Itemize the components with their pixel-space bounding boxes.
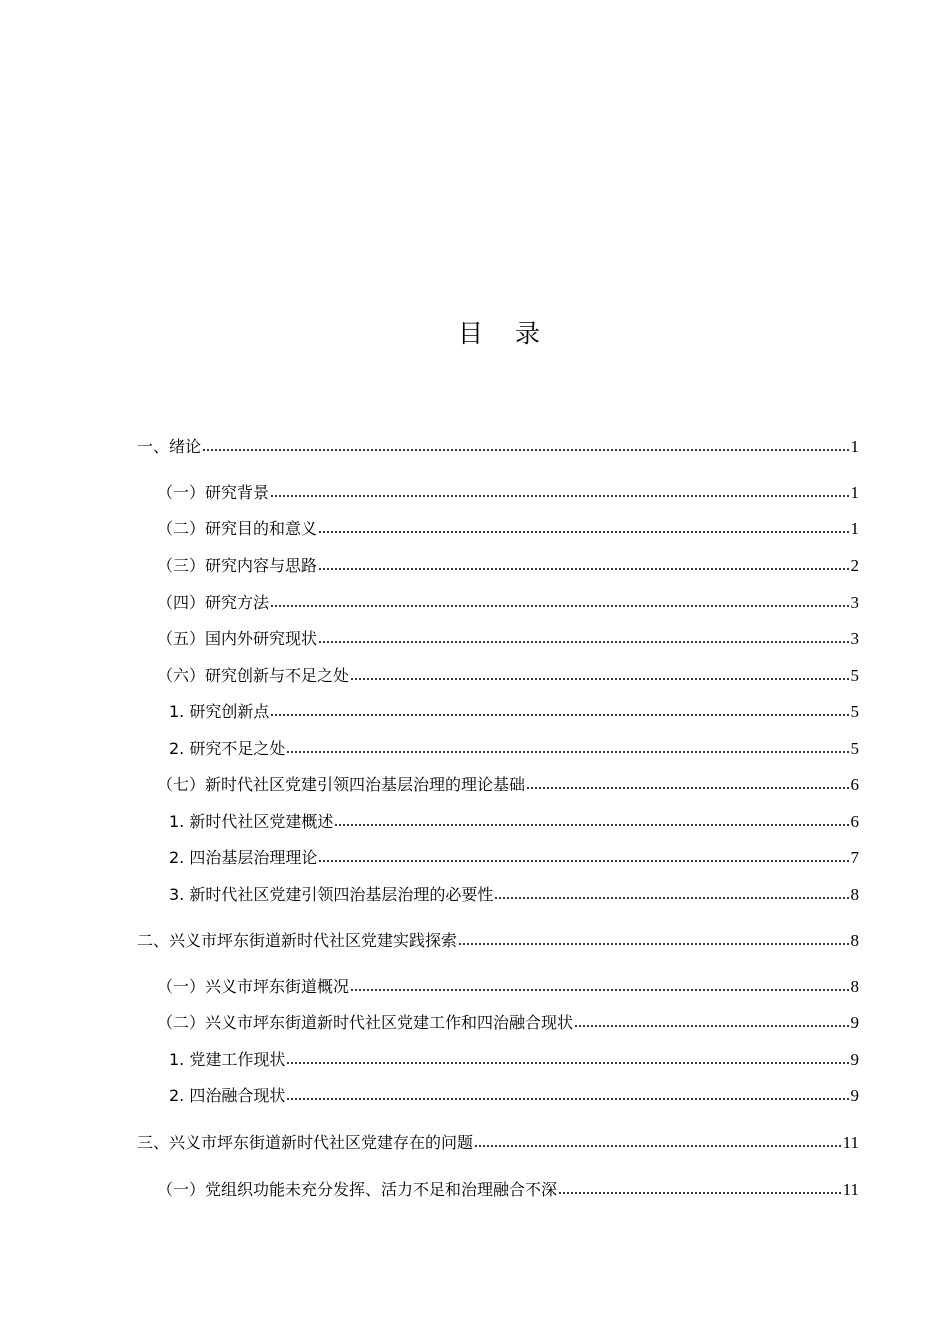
toc-entry-1-5[interactable] (0, 625, 950, 649)
toc-entry-label: 一、绪论 (137, 437, 202, 456)
toc-entry-label: 二、兴义市坪东街道新时代社区党建实践探索 (137, 931, 458, 950)
toc-entry-page: 9 (850, 1050, 859, 1069)
toc-dot-leader (270, 493, 849, 499)
toc-entry-page: 1 (850, 437, 859, 456)
toc-entry-page: 11 (842, 1133, 859, 1152)
toc-dot-leader (286, 749, 849, 755)
toc-entry-page: 5 (850, 702, 859, 721)
toc-entry-page: 5 (850, 739, 859, 758)
toc-entry-1-7-3[interactable] (0, 881, 950, 905)
toc-entry-2-2-2[interactable] (0, 1082, 950, 1106)
toc-entry-label: 2. 四治融合现状 (169, 1086, 286, 1105)
toc-dot-leader (318, 858, 849, 864)
toc-entry-page: 3 (850, 629, 859, 648)
toc-dot-leader (494, 895, 849, 901)
toc-entry-2-1[interactable] (0, 973, 950, 997)
toc-dot-leader (334, 822, 849, 828)
toc-entry-page: 8 (850, 931, 859, 950)
toc-entry-page: 9 (850, 1086, 859, 1105)
toc-entry-label: （四）研究方法 (157, 593, 270, 612)
toc-entry-label: （三）研究内容与思路 (157, 556, 318, 575)
toc-entry-page: 11 (842, 1180, 859, 1199)
toc-entry-1-2[interactable] (0, 515, 950, 539)
toc-entry-chapter-1[interactable] (0, 433, 950, 457)
toc-entry-label: （一）党组织功能未充分发挥、活力不足和治理融合不深 (157, 1180, 558, 1199)
toc-entry-1-6-2[interactable] (0, 735, 950, 759)
toc-dot-leader (318, 566, 849, 572)
toc-dot-leader (474, 1143, 842, 1149)
toc-dot-leader (458, 941, 849, 947)
toc-entry-1-3[interactable] (0, 552, 950, 576)
toc-dot-leader (350, 987, 849, 993)
toc-dot-leader (286, 1060, 849, 1066)
toc-entry-label: 3. 新时代社区党建引领四治基层治理的必要性 (169, 885, 494, 904)
toc-title: 目 录 (458, 319, 552, 348)
toc-entry-1-6-1[interactable] (0, 698, 950, 722)
toc-entry-label: 2. 研究不足之处 (169, 739, 286, 758)
toc-entry-label: （一）研究背景 (157, 483, 270, 502)
toc-dot-leader (574, 1023, 849, 1029)
toc-entry-label: 1. 新时代社区党建概述 (169, 812, 334, 831)
toc-entry-label: （七）新时代社区党建引领四治基层治理的理论基础 (157, 775, 526, 794)
toc-entry-3-1[interactable] (0, 1176, 950, 1200)
toc-entry-page: 6 (850, 812, 859, 831)
toc-entry-page: 8 (850, 885, 859, 904)
toc-entry-page: 6 (850, 775, 859, 794)
toc-dot-leader (350, 676, 849, 682)
toc-entry-page: 8 (850, 977, 859, 996)
toc-entry-label: （六）研究创新与不足之处 (157, 666, 350, 685)
toc-entry-label: （五）国内外研究现状 (157, 629, 318, 648)
toc-dot-leader (558, 1190, 842, 1196)
toc-entry-1-7-1[interactable] (0, 808, 950, 832)
toc-entry-page: 1 (850, 519, 859, 538)
toc-dot-leader (270, 712, 849, 718)
toc-entry-2-2[interactable] (0, 1009, 950, 1033)
toc-entry-1-1[interactable] (0, 479, 950, 503)
toc-entry-label: （二）研究目的和意义 (157, 519, 318, 538)
toc-dot-leader (526, 785, 849, 791)
toc-entry-label: 1. 党建工作现状 (169, 1050, 286, 1069)
toc-entry-page: 3 (850, 593, 859, 612)
toc-entry-page: 1 (850, 483, 859, 502)
toc-entry-label: 1. 研究创新点 (169, 702, 270, 721)
toc-entry-page: 9 (850, 1013, 859, 1032)
toc-entry-page: 5 (850, 666, 859, 685)
toc-entry-1-7[interactable] (0, 771, 950, 795)
toc-dot-leader (270, 603, 849, 609)
toc-dot-leader (318, 639, 849, 645)
toc-entry-chapter-2[interactable] (0, 927, 950, 951)
toc-entry-1-7-2[interactable] (0, 844, 950, 868)
toc-entry-1-4[interactable] (0, 589, 950, 613)
toc-entry-page: 2 (850, 556, 859, 575)
toc-entry-2-2-1[interactable] (0, 1046, 950, 1070)
toc-entry-page: 7 (850, 848, 859, 867)
toc-entry-1-6[interactable] (0, 662, 950, 686)
toc-entry-label: （二）兴义市坪东街道新时代社区党建工作和四治融合现状 (157, 1013, 574, 1032)
toc-entry-label: 三、兴义市坪东街道新时代社区党建存在的问题 (137, 1133, 474, 1152)
toc-entry-label: （一）兴义市坪东街道概况 (157, 977, 350, 996)
toc-entry-chapter-3[interactable] (0, 1129, 950, 1153)
toc-dot-leader (318, 529, 849, 535)
toc-dot-leader (286, 1096, 849, 1102)
toc-dot-leader (202, 447, 849, 453)
toc-entry-label: 2. 四治基层治理理论 (169, 848, 318, 867)
